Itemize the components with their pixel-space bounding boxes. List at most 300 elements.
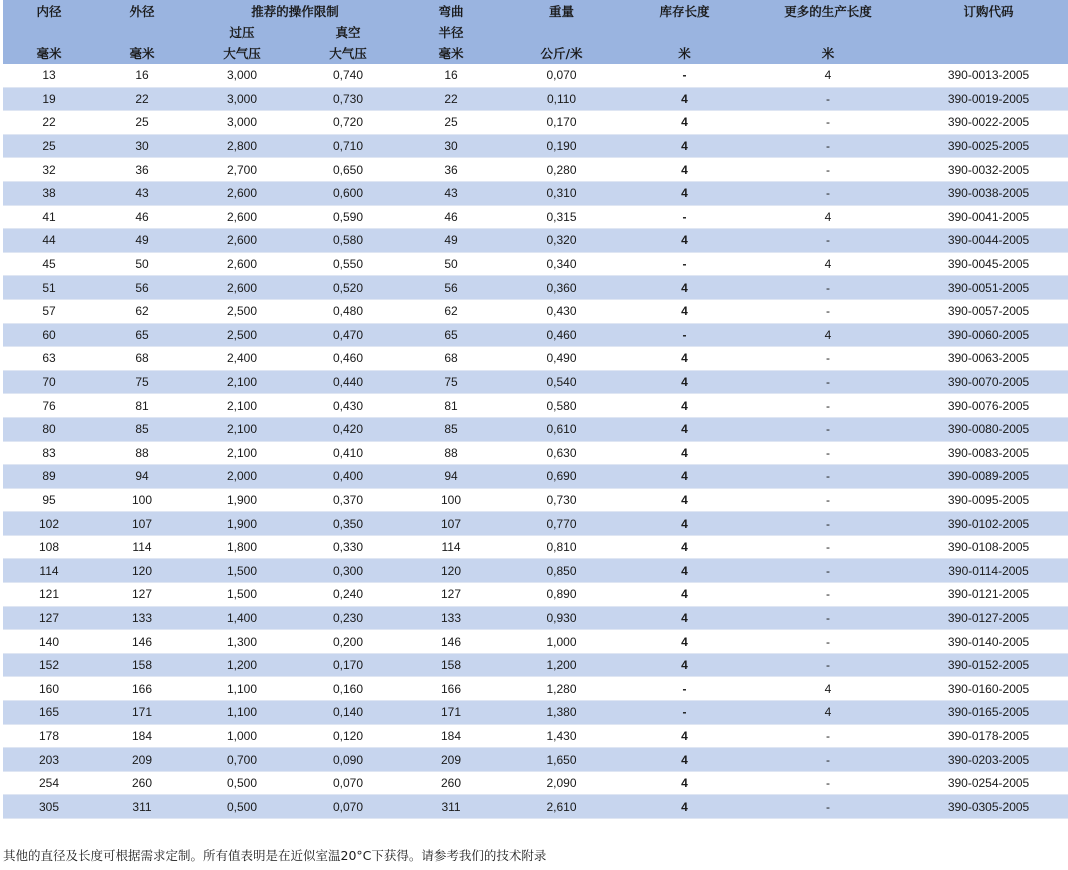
cell-more-lengths: - (747, 465, 909, 489)
cell-overpressure: 2,400 (189, 347, 295, 371)
cell-bend-radius: 171 (401, 701, 501, 725)
cell-stock-length: 4 (622, 512, 747, 536)
cell-outer-diameter: 133 (95, 606, 189, 630)
cell-vacuum: 0,470 (295, 323, 401, 347)
cell-order-code: 390-0022-2005 (909, 111, 1068, 135)
cell-order-code: 390-0254-2005 (909, 771, 1068, 795)
cell-more-lengths: 4 (747, 323, 909, 347)
cell-order-code: 390-0083-2005 (909, 441, 1068, 465)
col-header-bend: 弯曲 (438, 4, 464, 19)
cell-more-lengths: - (747, 771, 909, 795)
cell-overpressure: 1,900 (189, 512, 295, 536)
cell-inner-diameter: 19 (3, 87, 95, 111)
cell-weight: 0,690 (501, 465, 622, 489)
cell-bend-radius: 50 (401, 252, 501, 276)
cell-outer-diameter: 114 (95, 535, 189, 559)
cell-inner-diameter: 76 (3, 394, 95, 418)
cell-bend-radius: 81 (401, 394, 501, 418)
cell-outer-diameter: 65 (95, 323, 189, 347)
col-header-outer-diameter: 外径 (129, 4, 155, 19)
table-row (3, 229, 1068, 253)
cell-order-code: 390-0063-2005 (909, 347, 1068, 371)
cell-overpressure: 1,300 (189, 630, 295, 654)
cell-inner-diameter: 152 (3, 653, 95, 677)
cell-bend-radius: 43 (401, 181, 501, 205)
cell-stock-length: 4 (622, 87, 747, 111)
cell-weight: 0,170 (501, 111, 622, 135)
col-subheader-radius: 半径 (438, 25, 464, 40)
cell-inner-diameter: 254 (3, 771, 95, 795)
cell-stock-length: - (622, 64, 747, 87)
cell-more-lengths: - (747, 535, 909, 559)
table-row (3, 701, 1068, 725)
cell-overpressure: 0,500 (189, 795, 295, 819)
cell-more-lengths: 4 (747, 677, 909, 701)
table-row (3, 181, 1068, 205)
cell-order-code: 390-0127-2005 (909, 606, 1068, 630)
cell-outer-diameter: 49 (95, 229, 189, 253)
cell-outer-diameter: 171 (95, 701, 189, 725)
cell-stock-length: 4 (622, 724, 747, 748)
footnote: 其他的直径及长度可根据需求定制。所有值表明是在近似室温20°C下获得。请参考我们的技术附录 (3, 848, 547, 863)
cell-inner-diameter: 25 (3, 134, 95, 158)
cell-overpressure: 0,700 (189, 748, 295, 772)
cell-vacuum: 0,070 (295, 795, 401, 819)
col-header-stock-length: 库存长度 (659, 4, 710, 19)
cell-more-lengths: - (747, 87, 909, 111)
cell-overpressure: 2,500 (189, 299, 295, 323)
cell-weight: 0,580 (501, 394, 622, 418)
cell-vacuum: 0,740 (295, 64, 401, 87)
cell-bend-radius: 22 (401, 87, 501, 111)
cell-overpressure: 1,900 (189, 488, 295, 512)
cell-outer-diameter: 209 (95, 748, 189, 772)
unit-stock-length: 米 (678, 46, 691, 61)
cell-bend-radius: 49 (401, 229, 501, 253)
table-row (3, 677, 1068, 701)
cell-order-code: 390-0080-2005 (909, 417, 1068, 441)
cell-vacuum: 0,710 (295, 134, 401, 158)
cell-vacuum: 0,090 (295, 748, 401, 772)
cell-overpressure: 2,500 (189, 323, 295, 347)
cell-overpressure: 2,700 (189, 158, 295, 182)
cell-vacuum: 0,400 (295, 465, 401, 489)
cell-more-lengths: - (747, 229, 909, 253)
cell-weight: 0,110 (501, 87, 622, 111)
table-row (3, 417, 1068, 441)
cell-inner-diameter: 305 (3, 795, 95, 819)
cell-bend-radius: 88 (401, 441, 501, 465)
cell-inner-diameter: 95 (3, 488, 95, 512)
cell-vacuum: 0,460 (295, 347, 401, 371)
unit-radius: 毫米 (438, 46, 464, 61)
cell-overpressure: 2,100 (189, 394, 295, 418)
header-blank (747, 22, 909, 42)
cell-bend-radius: 30 (401, 134, 501, 158)
cell-outer-diameter: 88 (95, 441, 189, 465)
cell-outer-diameter: 16 (95, 64, 189, 87)
cell-outer-diameter: 94 (95, 465, 189, 489)
col-header-more-lengths: 更多的生产长度 (784, 4, 872, 19)
cell-bend-radius: 120 (401, 559, 501, 583)
header-blank (501, 22, 622, 42)
cell-more-lengths: - (747, 134, 909, 158)
cell-order-code: 390-0089-2005 (909, 465, 1068, 489)
cell-stock-length: 4 (622, 134, 747, 158)
cell-bend-radius: 56 (401, 276, 501, 300)
cell-inner-diameter: 203 (3, 748, 95, 772)
cell-stock-length: 4 (622, 111, 747, 135)
cell-inner-diameter: 127 (3, 606, 95, 630)
table-row (3, 512, 1068, 536)
cell-overpressure: 2,100 (189, 370, 295, 394)
cell-overpressure: 2,100 (189, 441, 295, 465)
table-row (3, 111, 1068, 135)
cell-vacuum: 0,140 (295, 701, 401, 725)
cell-weight: 1,650 (501, 748, 622, 772)
table-row (3, 465, 1068, 489)
table-row (3, 795, 1068, 819)
cell-more-lengths: 4 (747, 701, 909, 725)
cell-order-code: 390-0102-2005 (909, 512, 1068, 536)
cell-order-code: 390-0051-2005 (909, 276, 1068, 300)
cell-order-code: 390-0203-2005 (909, 748, 1068, 772)
header-blank (622, 22, 747, 42)
cell-stock-length: - (622, 252, 747, 276)
col-subheader-overpressure: 过压 (229, 25, 255, 40)
cell-order-code: 390-0019-2005 (909, 87, 1068, 111)
cell-weight: 0,315 (501, 205, 622, 229)
cell-vacuum: 0,350 (295, 512, 401, 536)
cell-outer-diameter: 50 (95, 252, 189, 276)
cell-more-lengths: - (747, 606, 909, 630)
cell-stock-length: 4 (622, 465, 747, 489)
header-blank (3, 22, 95, 42)
cell-bend-radius: 65 (401, 323, 501, 347)
cell-bend-radius: 133 (401, 606, 501, 630)
cell-outer-diameter: 81 (95, 394, 189, 418)
cell-order-code: 390-0025-2005 (909, 134, 1068, 158)
table-row (3, 276, 1068, 300)
cell-stock-length: 4 (622, 488, 747, 512)
cell-weight: 0,730 (501, 488, 622, 512)
col-header-inner-diameter: 内径 (36, 4, 62, 19)
cell-overpressure: 1,200 (189, 653, 295, 677)
table-row (3, 630, 1068, 654)
cell-outer-diameter: 85 (95, 417, 189, 441)
cell-stock-length: 4 (622, 276, 747, 300)
cell-stock-length: 4 (622, 583, 747, 607)
cell-vacuum: 0,420 (295, 417, 401, 441)
cell-order-code: 390-0114-2005 (909, 559, 1068, 583)
cell-vacuum: 0,580 (295, 229, 401, 253)
cell-order-code: 390-0095-2005 (909, 488, 1068, 512)
cell-more-lengths: - (747, 111, 909, 135)
cell-more-lengths: - (747, 559, 909, 583)
cell-outer-diameter: 22 (95, 87, 189, 111)
cell-more-lengths: - (747, 158, 909, 182)
cell-weight: 0,070 (501, 64, 622, 87)
cell-more-lengths: - (747, 181, 909, 205)
cell-weight: 0,630 (501, 441, 622, 465)
cell-bend-radius: 311 (401, 795, 501, 819)
cell-inner-diameter: 60 (3, 323, 95, 347)
cell-more-lengths: - (747, 488, 909, 512)
cell-outer-diameter: 36 (95, 158, 189, 182)
cell-inner-diameter: 102 (3, 512, 95, 536)
cell-vacuum: 0,370 (295, 488, 401, 512)
cell-outer-diameter: 260 (95, 771, 189, 795)
unit-overpressure: 大气压 (223, 46, 261, 61)
cell-overpressure: 1,500 (189, 583, 295, 607)
unit-more-lengths: 米 (821, 46, 835, 61)
cell-overpressure: 3,000 (189, 87, 295, 111)
cell-inner-diameter: 83 (3, 441, 95, 465)
cell-stock-length: 4 (622, 347, 747, 371)
cell-stock-length: 4 (622, 394, 747, 418)
cell-vacuum: 0,590 (295, 205, 401, 229)
cell-vacuum: 0,170 (295, 653, 401, 677)
cell-bend-radius: 114 (401, 535, 501, 559)
cell-inner-diameter: 178 (3, 724, 95, 748)
cell-more-lengths: - (747, 653, 909, 677)
cell-inner-diameter: 45 (3, 252, 95, 276)
cell-weight: 0,430 (501, 299, 622, 323)
table-body (3, 64, 1068, 819)
cell-more-lengths: - (747, 370, 909, 394)
cell-weight: 0,310 (501, 181, 622, 205)
cell-more-lengths: 4 (747, 64, 909, 87)
cell-outer-diameter: 75 (95, 370, 189, 394)
cell-bend-radius: 94 (401, 465, 501, 489)
cell-vacuum: 0,480 (295, 299, 401, 323)
cell-order-code: 390-0305-2005 (909, 795, 1068, 819)
cell-order-code: 390-0070-2005 (909, 370, 1068, 394)
cell-bend-radius: 36 (401, 158, 501, 182)
cell-overpressure: 3,000 (189, 111, 295, 135)
cell-outer-diameter: 56 (95, 276, 189, 300)
cell-more-lengths: - (747, 795, 909, 819)
header-blank (909, 22, 1068, 42)
cell-outer-diameter: 127 (95, 583, 189, 607)
cell-more-lengths: - (747, 724, 909, 748)
cell-inner-diameter: 108 (3, 535, 95, 559)
cell-overpressure: 1,400 (189, 606, 295, 630)
table-row (3, 158, 1068, 182)
cell-bend-radius: 158 (401, 653, 501, 677)
cell-vacuum: 0,440 (295, 370, 401, 394)
cell-order-code: 390-0044-2005 (909, 229, 1068, 253)
col-header-weight: 重量 (549, 4, 575, 19)
cell-overpressure: 2,600 (189, 205, 295, 229)
cell-weight: 0,460 (501, 323, 622, 347)
cell-outer-diameter: 68 (95, 347, 189, 371)
cell-weight: 2,610 (501, 795, 622, 819)
cell-inner-diameter: 114 (3, 559, 95, 583)
cell-more-lengths: - (747, 630, 909, 654)
cell-bend-radius: 260 (401, 771, 501, 795)
cell-more-lengths: - (747, 417, 909, 441)
cell-order-code: 390-0038-2005 (909, 181, 1068, 205)
cell-weight: 0,280 (501, 158, 622, 182)
cell-weight: 1,280 (501, 677, 622, 701)
cell-order-code: 390-0057-2005 (909, 299, 1068, 323)
cell-vacuum: 0,600 (295, 181, 401, 205)
cell-order-code: 390-0076-2005 (909, 394, 1068, 418)
cell-overpressure: 2,600 (189, 229, 295, 253)
cell-weight: 0,930 (501, 606, 622, 630)
cell-vacuum: 0,650 (295, 158, 401, 182)
cell-bend-radius: 184 (401, 724, 501, 748)
cell-bend-radius: 100 (401, 488, 501, 512)
table-header (3, 0, 1068, 64)
cell-inner-diameter: 41 (3, 205, 95, 229)
cell-stock-length: 4 (622, 441, 747, 465)
cell-weight: 0,190 (501, 134, 622, 158)
cell-weight: 1,200 (501, 653, 622, 677)
cell-bend-radius: 85 (401, 417, 501, 441)
cell-vacuum: 0,730 (295, 87, 401, 111)
cell-weight: 2,090 (501, 771, 622, 795)
cell-stock-length: 4 (622, 158, 747, 182)
table-row (3, 606, 1068, 630)
cell-stock-length: 4 (622, 771, 747, 795)
cell-bend-radius: 16 (401, 64, 501, 87)
cell-inner-diameter: 89 (3, 465, 95, 489)
cell-vacuum: 0,410 (295, 441, 401, 465)
cell-outer-diameter: 107 (95, 512, 189, 536)
cell-overpressure: 2,600 (189, 181, 295, 205)
cell-order-code: 390-0160-2005 (909, 677, 1068, 701)
cell-weight: 1,380 (501, 701, 622, 725)
cell-overpressure: 1,500 (189, 559, 295, 583)
cell-stock-length: - (622, 677, 747, 701)
cell-inner-diameter: 51 (3, 276, 95, 300)
cell-bend-radius: 68 (401, 347, 501, 371)
cell-vacuum: 0,520 (295, 276, 401, 300)
cell-order-code: 390-0108-2005 (909, 535, 1068, 559)
cell-outer-diameter: 311 (95, 795, 189, 819)
cell-stock-length: 4 (622, 299, 747, 323)
cell-inner-diameter: 121 (3, 583, 95, 607)
table-row (3, 205, 1068, 229)
cell-stock-length: 4 (622, 370, 747, 394)
cell-vacuum: 0,070 (295, 771, 401, 795)
cell-order-code: 390-0178-2005 (909, 724, 1068, 748)
cell-stock-length: 4 (622, 229, 747, 253)
cell-vacuum: 0,720 (295, 111, 401, 135)
cell-weight: 0,610 (501, 417, 622, 441)
cell-more-lengths: - (747, 441, 909, 465)
cell-vacuum: 0,550 (295, 252, 401, 276)
cell-inner-diameter: 165 (3, 701, 95, 725)
table-row (3, 535, 1068, 559)
cell-order-code: 390-0152-2005 (909, 653, 1068, 677)
cell-stock-length: 4 (622, 795, 747, 819)
cell-stock-length: 4 (622, 653, 747, 677)
table-row (3, 323, 1068, 347)
hose-spec-table (3, 0, 1068, 819)
cell-inner-diameter: 80 (3, 417, 95, 441)
cell-weight: 0,890 (501, 583, 622, 607)
col-header-operating-limits: 推荐的操作限制 (251, 4, 339, 19)
table-row (3, 653, 1068, 677)
cell-overpressure: 0,500 (189, 771, 295, 795)
cell-order-code: 390-0060-2005 (909, 323, 1068, 347)
cell-order-code: 390-0041-2005 (909, 205, 1068, 229)
cell-inner-diameter: 160 (3, 677, 95, 701)
cell-vacuum: 0,120 (295, 724, 401, 748)
cell-weight: 0,320 (501, 229, 622, 253)
table-row (3, 748, 1068, 772)
cell-stock-length: 4 (622, 559, 747, 583)
cell-overpressure: 1,000 (189, 724, 295, 748)
cell-overpressure: 1,100 (189, 677, 295, 701)
cell-weight: 0,810 (501, 535, 622, 559)
table-row (3, 724, 1068, 748)
cell-inner-diameter: 38 (3, 181, 95, 205)
cell-order-code: 390-0165-2005 (909, 701, 1068, 725)
cell-more-lengths: 4 (747, 252, 909, 276)
cell-outer-diameter: 120 (95, 559, 189, 583)
table-row (3, 441, 1068, 465)
cell-bend-radius: 62 (401, 299, 501, 323)
table-row (3, 394, 1068, 418)
table-row (3, 299, 1068, 323)
cell-stock-length: - (622, 323, 747, 347)
cell-more-lengths: - (747, 512, 909, 536)
table-row (3, 583, 1068, 607)
unit-inner-diameter: 毫米 (36, 46, 62, 61)
cell-stock-length: 4 (622, 535, 747, 559)
cell-weight: 0,850 (501, 559, 622, 583)
cell-order-code: 390-0045-2005 (909, 252, 1068, 276)
cell-outer-diameter: 184 (95, 724, 189, 748)
cell-outer-diameter: 146 (95, 630, 189, 654)
unit-weight: 公斤/米 (540, 46, 583, 61)
cell-weight: 1,430 (501, 724, 622, 748)
cell-outer-diameter: 158 (95, 653, 189, 677)
cell-overpressure: 2,600 (189, 252, 295, 276)
cell-overpressure: 2,600 (189, 276, 295, 300)
cell-vacuum: 0,330 (295, 535, 401, 559)
cell-vacuum: 0,240 (295, 583, 401, 607)
cell-outer-diameter: 100 (95, 488, 189, 512)
table-row (3, 134, 1068, 158)
cell-overpressure: 3,000 (189, 64, 295, 87)
cell-outer-diameter: 166 (95, 677, 189, 701)
cell-weight: 1,000 (501, 630, 622, 654)
table-row (3, 488, 1068, 512)
cell-inner-diameter: 22 (3, 111, 95, 135)
cell-inner-diameter: 44 (3, 229, 95, 253)
cell-overpressure: 2,800 (189, 134, 295, 158)
cell-stock-length: 4 (622, 630, 747, 654)
cell-more-lengths: - (747, 583, 909, 607)
cell-inner-diameter: 32 (3, 158, 95, 182)
cell-stock-length: 4 (622, 181, 747, 205)
table-row (3, 771, 1068, 795)
table-row (3, 370, 1068, 394)
cell-order-code: 390-0140-2005 (909, 630, 1068, 654)
cell-bend-radius: 25 (401, 111, 501, 135)
table-row (3, 64, 1068, 87)
cell-vacuum: 0,200 (295, 630, 401, 654)
cell-overpressure: 2,100 (189, 417, 295, 441)
col-header-order-code: 订购代码 (963, 4, 1014, 19)
cell-bend-radius: 46 (401, 205, 501, 229)
cell-stock-length: 4 (622, 417, 747, 441)
